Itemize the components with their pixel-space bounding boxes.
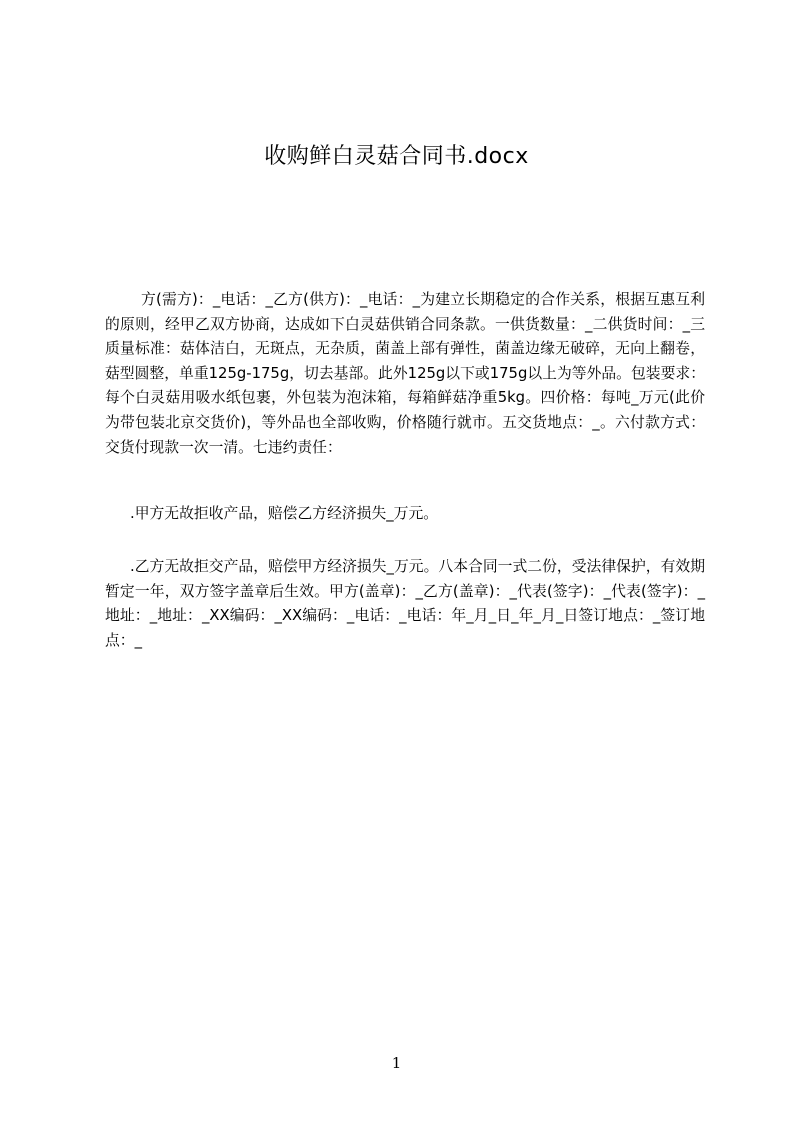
document-title: 收购鲜白灵菇合同书.docx — [264, 144, 529, 169]
paragraph-buyer-breach: .甲方无故拒收产品，赔偿乙方经济损失_万元。 — [130, 505, 439, 522]
paragraph-contract-terms: 方(需方)：_电话：_乙方(供方)：_电话：_为建立长期稳定的合作关系，根据互惠互利的原则，经甲乙双方协商，达成如下白灵菇供销合同条款。一供货数量：_二供货时间：_三质量标准：菇体洁白，无斑点，无杂质，菌盖上部有弹性，菌盖边缘无破碎，无向上翻卷，菇型圆整，单重125g-175g，切去基部。此外125g以下或175g以上为等外品。包装要求：每个白灵菇用吸水纸包裹，外包装为泡沫箱，每箱鲜菇净重5kg。四价格：每吨_万元(此价为带包装北京交货价)，等外品也全部收购，价格随行就市。五交货地点：_。六付款方式：交货付现款一次一清。七违约责任： — [105, 291, 705, 456]
page-number: 1 — [391, 1054, 402, 1072]
paragraph-seller-breach-and-signatures: .乙方无故拒交产品，赔偿甲方经济损失_万元。八本合同一式二份，受法律保护，有效期暂定一年，双方签字盖章后生效。甲方(盖章)：_乙方(盖章)：_代表(签字)：_代表(签字)：_地址：_地址：_XX编码：_XX编码：_电话：_电话：年_月_日_年_月_日签订地点：_签订地点：_ — [105, 558, 705, 649]
